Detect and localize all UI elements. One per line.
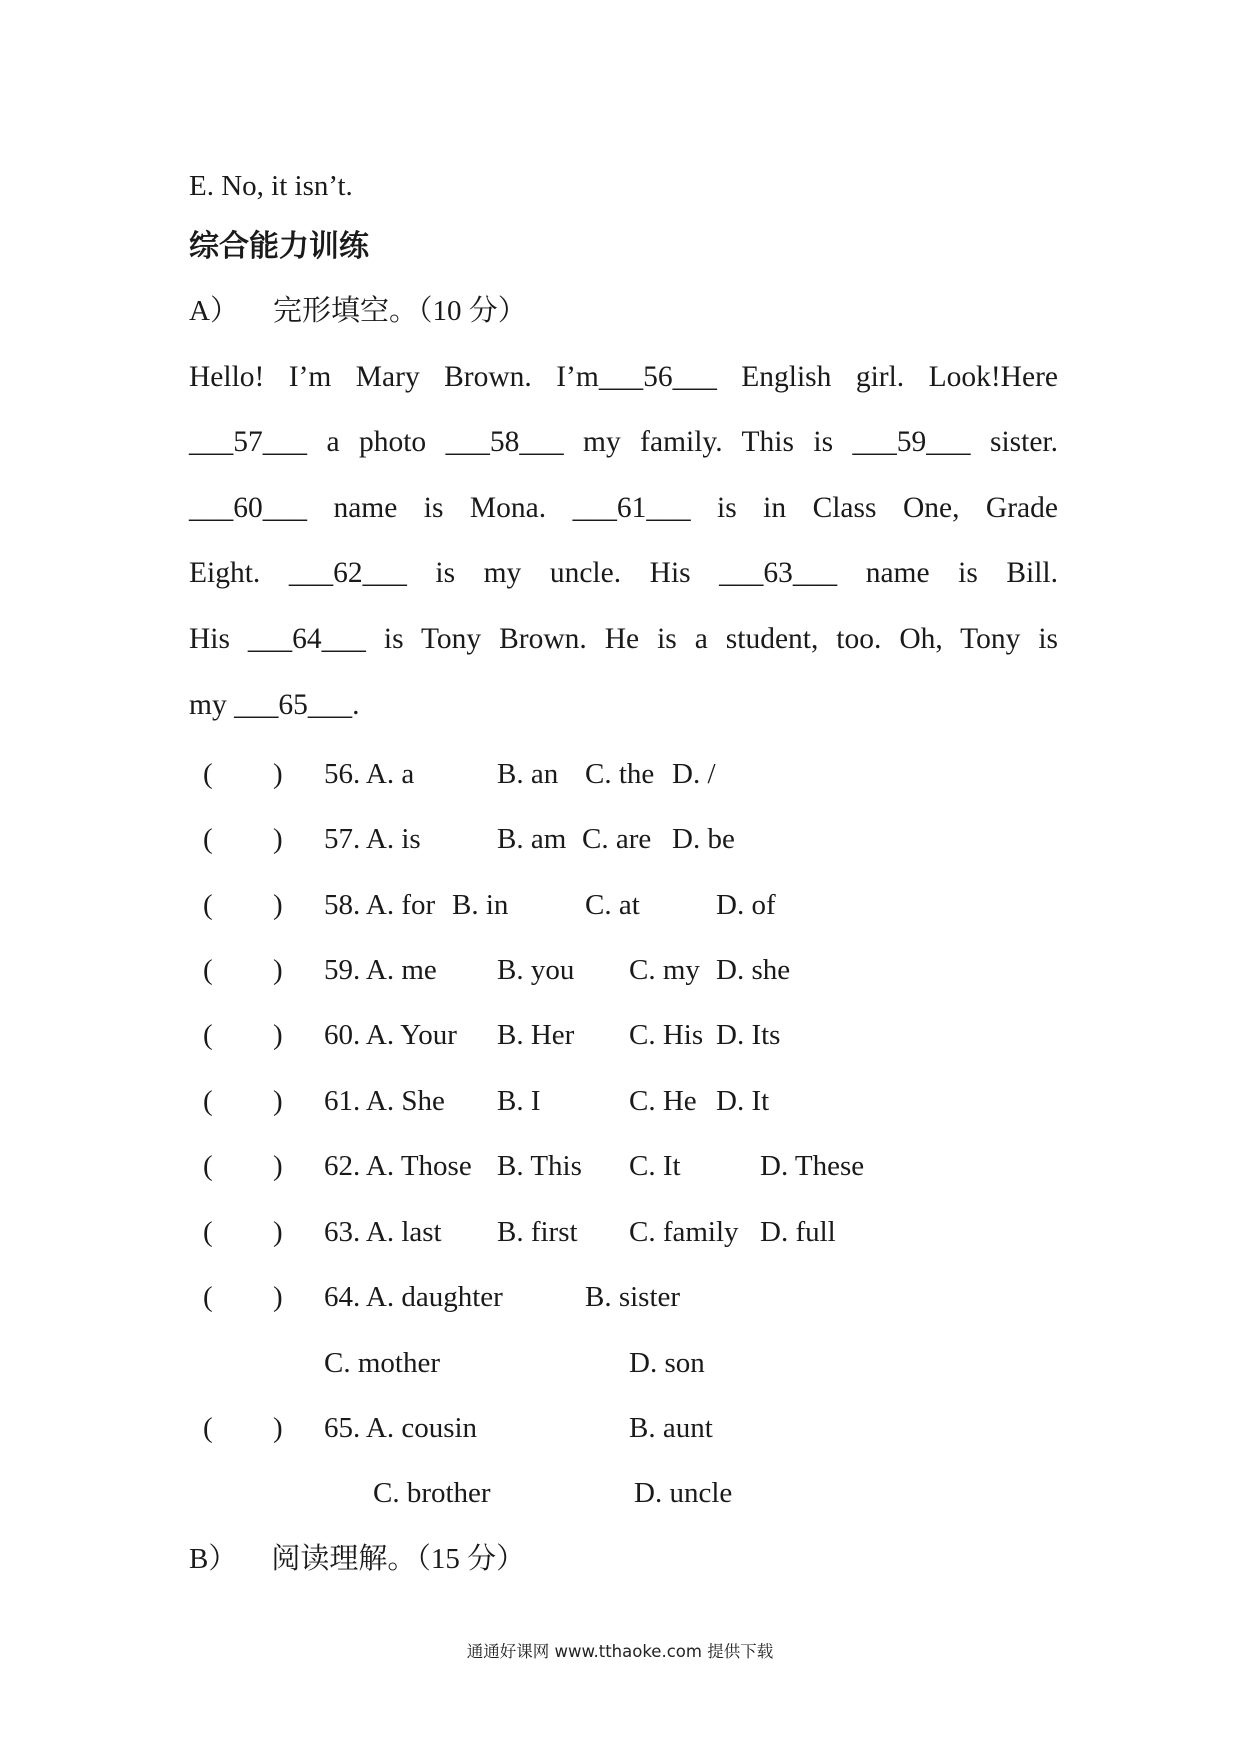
option-d: D. These bbox=[760, 1150, 865, 1182]
option-b: B. am bbox=[497, 823, 567, 855]
option-b: B. first bbox=[497, 1216, 578, 1248]
answer-blank-open: ( bbox=[203, 758, 213, 790]
option-d: D. she bbox=[716, 954, 791, 986]
footer-credit: 通通好课网 www.tthaoke.com 提供下载 bbox=[466, 1642, 774, 1661]
part-a-heading bbox=[189, 293, 527, 329]
question-number-option-a: 64. A. daughter bbox=[324, 1281, 503, 1313]
question-number-option-a: 63. A. last bbox=[324, 1216, 442, 1248]
option-b: B. you bbox=[497, 954, 575, 986]
passage-line: Hello! I’m Mary Brown. I’m___56___ English girl. Look!Here bbox=[189, 361, 1058, 393]
passage-line: Eight. ___62___ is my uncle. His ___63___ name is Bill. bbox=[189, 557, 1058, 589]
option-c: C. His bbox=[629, 1019, 704, 1051]
option-d: D. uncle bbox=[634, 1477, 733, 1509]
option-c: C. brother bbox=[373, 1477, 491, 1509]
option-c: C. It bbox=[629, 1150, 681, 1182]
answer-blank-open: ( bbox=[203, 1150, 213, 1182]
question-number-option-a: 56. A. a bbox=[324, 758, 415, 790]
answer-blank-close: ) bbox=[273, 1281, 283, 1313]
passage-line: His ___64___ is Tony Brown. He is a student, too. Oh, Tony is bbox=[189, 623, 1058, 655]
answer-blank-open: ( bbox=[203, 954, 213, 986]
passage-line: ___57___ a photo ___58___ my family. This is ___59___ sister. bbox=[189, 426, 1058, 458]
option-d: D. son bbox=[629, 1347, 705, 1379]
option-b: B. sister bbox=[585, 1281, 681, 1313]
section-heading: 综合能力训练 bbox=[189, 229, 369, 264]
question-number-option-a: 60. A. Your bbox=[324, 1019, 457, 1051]
question-number-option-a: 61. A. She bbox=[324, 1085, 445, 1117]
part-a-label: A） bbox=[189, 295, 239, 327]
option-c: C. my bbox=[629, 954, 700, 986]
option-b: B. Her bbox=[497, 1019, 575, 1051]
option-c: C. family bbox=[629, 1216, 739, 1248]
part-b-title: 阅读理解。（15 分） bbox=[271, 1543, 526, 1575]
answer-blank-open: ( bbox=[203, 1216, 213, 1248]
question-number-option-a: 62. A. Those bbox=[324, 1150, 472, 1182]
answer-blank-close: ) bbox=[273, 954, 283, 986]
answer-blank-open: ( bbox=[203, 1281, 213, 1313]
answer-blank-close: ) bbox=[273, 1216, 283, 1248]
answer-blank-open: ( bbox=[203, 1019, 213, 1051]
answer-blank-close: ) bbox=[273, 889, 283, 921]
option-d: D. full bbox=[760, 1216, 836, 1248]
passage-line: my ___65___. bbox=[189, 689, 360, 721]
option-c: C. the bbox=[585, 758, 655, 790]
question-number-option-a: 58. A. for bbox=[324, 889, 436, 921]
option-c: C. at bbox=[585, 889, 640, 921]
question-number-option-a: 65. A. cousin bbox=[324, 1412, 478, 1444]
option-d: D. of bbox=[716, 889, 776, 921]
passage-line: ___60___ name is Mona. ___61___ is in Class One, Grade bbox=[189, 492, 1058, 524]
option-d: D. be bbox=[672, 823, 735, 855]
answer-blank-close: ) bbox=[273, 1412, 283, 1444]
question-number-option-a: 59. A. me bbox=[324, 954, 437, 986]
answer-blank-close: ) bbox=[273, 1150, 283, 1182]
answer-blank-close: ) bbox=[273, 823, 283, 855]
option-d: D. It bbox=[716, 1085, 770, 1117]
answer-blank-open: ( bbox=[203, 889, 213, 921]
answer-option-e: E. No, it isn’t. bbox=[189, 170, 353, 202]
option-b: B. in bbox=[452, 889, 509, 921]
option-b: B. aunt bbox=[629, 1412, 713, 1444]
answer-blank-open: ( bbox=[203, 1412, 213, 1444]
answer-blank-close: ) bbox=[273, 1019, 283, 1051]
answer-blank-close: ) bbox=[273, 758, 283, 790]
answer-blank-open: ( bbox=[203, 823, 213, 855]
option-c: C. mother bbox=[324, 1347, 440, 1379]
option-b: B. an bbox=[497, 758, 559, 790]
option-d: D. / bbox=[672, 758, 716, 790]
part-b-label: B） bbox=[189, 1543, 238, 1575]
option-c: C. are bbox=[582, 823, 652, 855]
part-b-heading bbox=[189, 1541, 525, 1577]
answer-blank-open: ( bbox=[203, 1085, 213, 1117]
part-a-title: 完形填空。（10 分） bbox=[272, 295, 527, 327]
question-number-option-a: 57. A. is bbox=[324, 823, 421, 855]
option-d: D. Its bbox=[716, 1019, 781, 1051]
answer-blank-close: ) bbox=[273, 1085, 283, 1117]
option-b: B. This bbox=[497, 1150, 582, 1182]
option-c: C. He bbox=[629, 1085, 697, 1117]
option-b: B. I bbox=[497, 1085, 541, 1117]
